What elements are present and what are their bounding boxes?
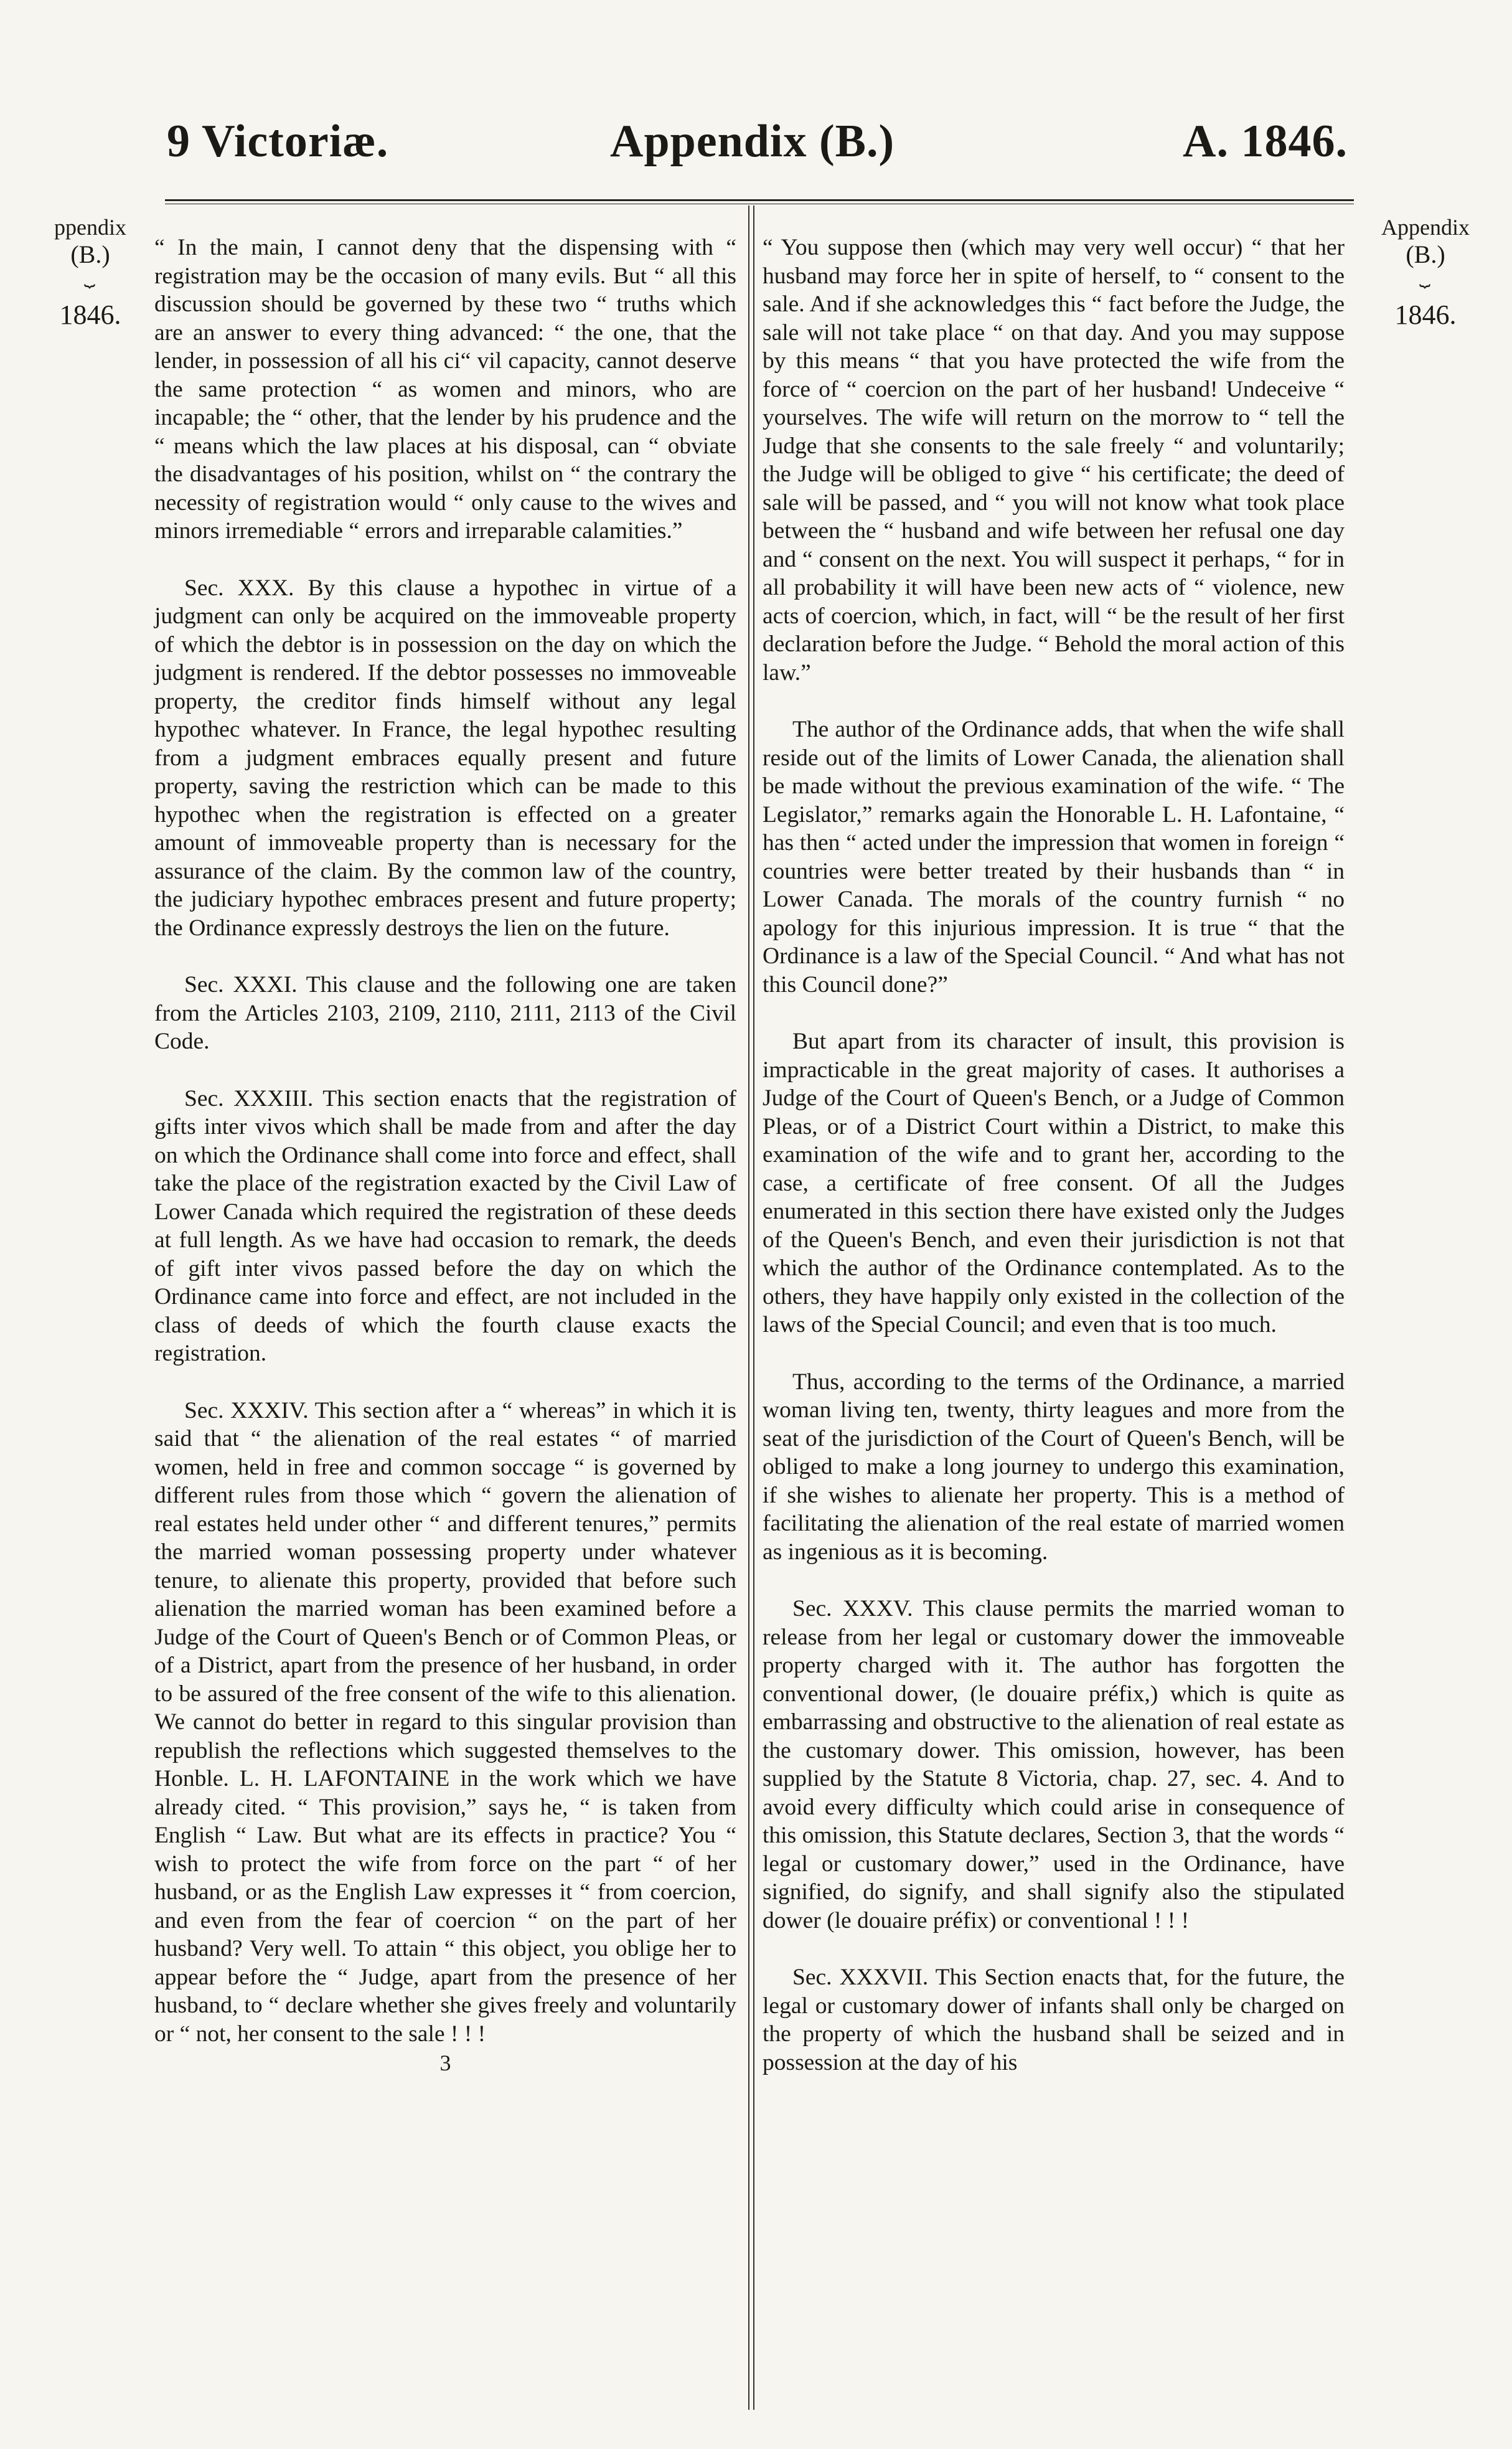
margin-sub: (B.) [1406,240,1445,269]
paragraph: But apart from its character of insult, this provision is impracticable in the great majority of cases. It authorises a Judge of the Court of Queen's Bench, or a Judge of Common Pleas, or of a District Court within a District, to make this examination of the wife and to grant her, according to the case, a certificate of free consent. Of all the Judges enumerated in this section there have existed only the Judges of the Queen's Bench, and even their jurisdiction is not that which the author of the Ordinance contemplated. As to the others, they have happily only existed in the collection of the laws of the Special Council; and even that is too much. [763,1029,1345,1338]
header-regnal-year: 9 Victoriæ. [167,116,389,167]
margin-sub: (B.) [70,240,110,269]
paragraph: Sec. XXXI. This clause and the following one are taken from the Articles 2103, 2109, 2110, 2111, 2113 of the Civil Code. [154,972,736,1054]
margin-label: Appendix [1381,215,1470,240]
paragraph: The author of the Ordinance adds, that when the wife shall reside out of the limits of Lower Canada, the alienation shall be made without the previous examination of the wife. “ The Legislator,” remarks again the Honorable L. H. Lafontaine, “ has then “ acted under the impression that women in foreign “ countries were better treated by their husbands than “ in Lower Canada. The morals of the country furnish “ no apology for this injurious impression. It is true “ that the Ordinance is a law of the Special Council. “ And what has not this Council done?” [763,717,1345,998]
brace-icon: ⏟ [84,267,96,288]
margin-tag-right [1373,215,1478,331]
column-divider [748,205,754,2410]
right-column [763,234,1345,2077]
paragraph: “ In the main, I cannot deny that the dispensing with “ registration may be the occasion of many evils. But “ all this discussion should be governed by these two “ truths which are an answer to every thing advanced: “ the one, that the lender, in possession of all his ci“ vil capacity, cannot deserve the same protection “ as women and minors, who are incapable; the “ other, that the lender by his prudence and the “ means which the law places at his disposal, can “ obviate the disadvantages of his position, whilst on “ the contrary the necessity of registration would “ only cause to the wives and minors irremediable “ errors and irreparable calamities.” [154,235,736,544]
paragraph: Thus, according to the terms of the Ordinance, a married woman living ten, twenty, thirty leagues and more from the seat of the jurisdiction of the Court of Queen's Bench, will be obliged to make a long journey to undergo this examination, if she wishes to alienate her property. This is a method of facilitating the alienation of the real estate of married women as ingenious as it is becoming. [763,1369,1345,1565]
paragraph: Sec. XXXIV. This section after a “ whereas” in which it is said that “ the alienation of the real estates “ of married women, held in free and common soccage “ is governed by different rules from those which “ govern the alienation of real estates held under other “ and different tenures,” permits the married woman possessing property under whatever tenure, to alienate this property, provided that before such alienation the married woman has been examined before a Judge of the Court of Queen's Bench or of Common Pleas, or of a District, apart from the presence of her husband, in order to be assured of the free consent of the wife to this alienation. We cannot do better in regard to this singular provision than republish the reflections which suggested themselves to the Honble. L. H. LAFONTAINE in the work which we have already cited. “ This provision,” says he, “ is taken from English “ Law. But what are its effects in practice? You “ wish to protect the wife from force on the part “ of her husband, or as the English Law expresses it “ from coercion, and even from the fear of coercion “ on the part of her husband? Very well. To attain “ this object, you oblige her to appear before the “ Judge, apart from the presence of her husband, to “ declare whether she gives freely and voluntarily or “ not, her consent to the sale ! ! ! [154,1397,736,2047]
brace-icon: ⏟ [1419,267,1432,288]
margin-tag-left [37,215,143,331]
margin-year: 1846. [1394,299,1457,330]
paragraph: Sec. XXXVII. This Section enacts that, for the future, the legal or customary dower of infants shall only be charged on the property of which the husband shall be seized and in possession at the day of his [763,1965,1345,2075]
paragraph: Sec. XXX. By this clause a hypothec in virtue of a judgment can only be acquired on the immoveable property of which the debtor is in possession on the day on which the judgment is rendered. If the debtor possesses no immoveable property, the creditor finds himself without any legal hypothec whatever. In France, the legal hypothec resulting from a judgment embraces equally present and future property, saving the restriction which can be made to this hypothec when the registration is effected on a greater amount of immoveable property than is necessary for the assurance of the claim. By the common law of the country, the judiciary hypothec embraces present and future property; the Ordinance expressly destroys the lien on the future. [154,575,736,941]
header-rule [165,199,1354,204]
paragraph: “ You suppose then (which may very well occur) “ that her husband may force her in spite of herself, to “ consent to the sale. And if she acknowledges this “ fact before the Judge, the sale will not take place “ on that day. And you may suppose by this means “ that you have protected the wife from the force of “ coercion on the part of her husband! Undeceive “ yourselves. The wife will return on the morrow to “ tell the Judge that she consents to the sale freely “ and voluntarily; the Judge will be obliged to give “ his certificate; the deed of sale will be passed, and “ you will not know what took place between the “ husband and wife between her refusal one day and “ consent on the next. You will suspect it perhaps, “ for in all probability it will have been new acts of “ violence, new acts of coercion, which, in fact, will “ be the result of her first declaration before the Judge. “ Behold the moral action of this law.” [763,235,1345,686]
margin-year: 1846. [59,299,121,330]
paragraph: Sec. XXXV. This clause permits the married woman to release from her legal or customary dower the immoveable property charged with it. The author has forgotten the conventional dower, (le douaire préfix,) which is quite as embarrassing and obstructive to the alienation of real estate as the customary dower. This omission, however, has been supplied by the Statute 8 Victoria, chap. 27, sec. 4. And to avoid every difficulty which could arise in consequence of this omission, this Statute declares, Section 3, that the words “ legal or customary dower,” used in the Ordinance, have signified, do signify, and shall signify also the stipulated dower (le douaire préfix) or conventional ! ! ! [763,1596,1345,1933]
left-column [154,234,736,2078]
margin-label: ppendix [54,215,126,240]
header-appendix-title: Appendix (B.) [610,116,895,167]
running-header [0,115,1512,184]
header-year: A. 1846. [1183,116,1348,167]
page-number: 3 [439,2050,451,2075]
paragraph: Sec. XXXIII. This section enacts that the registration of gifts inter vivos which shall be made from and after the day on which the Ordinance shall come into force and effect, shall take the place of the registration exacted by the Civil Law of Lower Canada which required the registration of these deeds at full length. As we have had occasion to remark, the deeds of gift inter vivos passed before the day on which the Ordinance came into force and effect, are not included in the class of deeds of which the fourth clause exacts the registration. [154,1085,736,1366]
